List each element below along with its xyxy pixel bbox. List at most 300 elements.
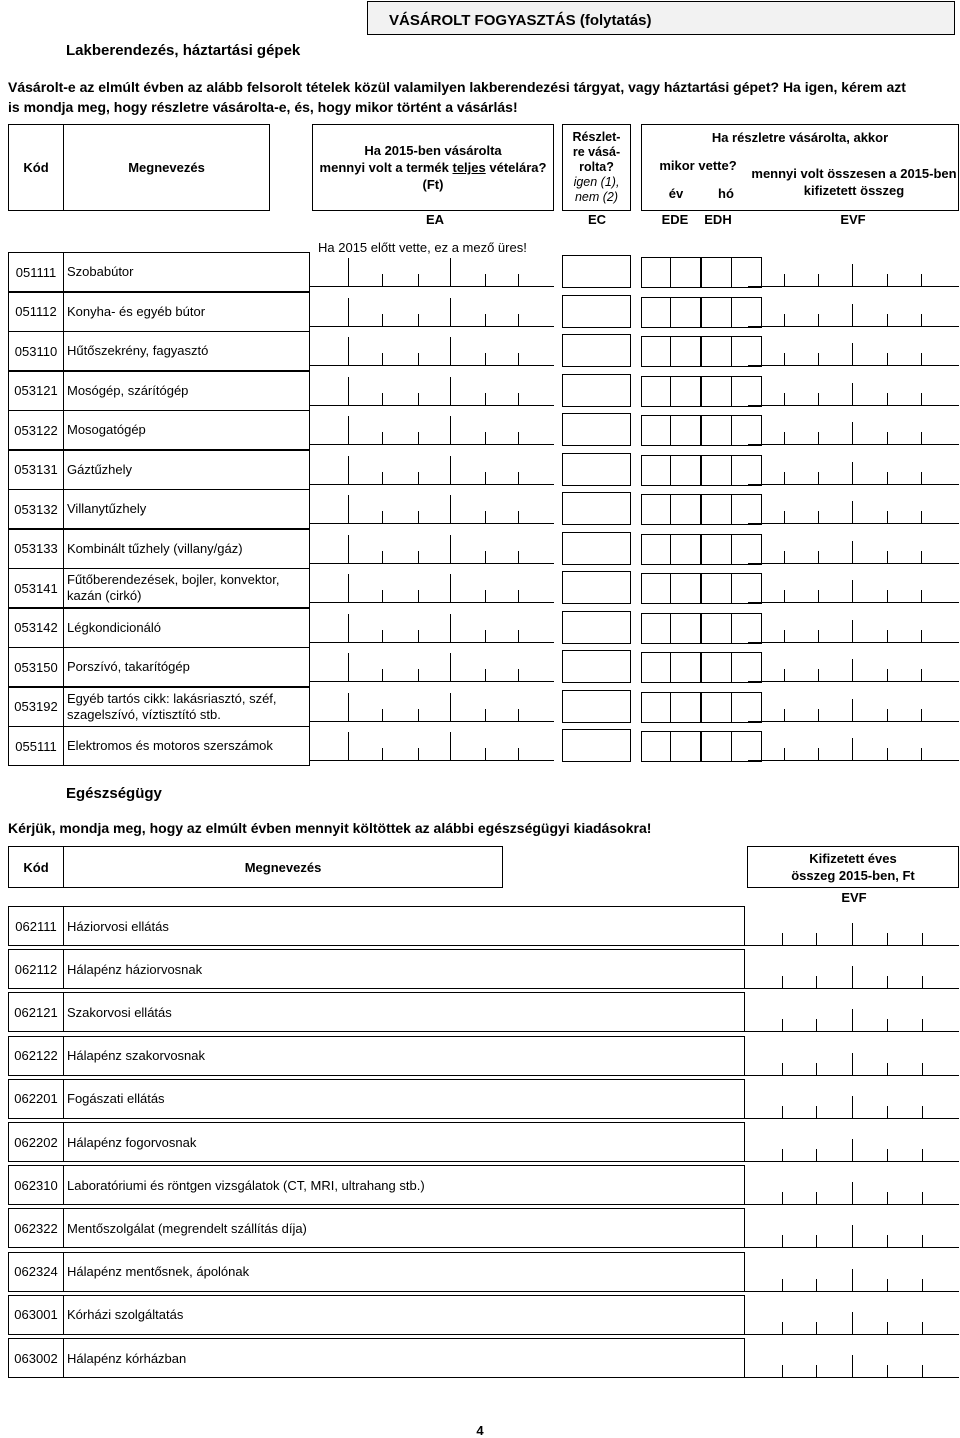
digit-separator [922, 1192, 923, 1204]
digit-separator [921, 353, 922, 365]
paid-amount-input[interactable] [748, 305, 959, 327]
row-name [63, 489, 310, 529]
row-name-line: Villanytűzhely [67, 501, 147, 516]
digit-separator [818, 590, 819, 602]
health-col-header-amount: Kifizetett éves összeg 2015-ben, Ft [747, 846, 959, 888]
digit-separator [887, 1149, 888, 1161]
row-name [63, 450, 310, 490]
digit-separator [816, 1235, 817, 1247]
col-header-reszlet: Részlet- re vásá- rolta? igen (1), nem (2) [562, 124, 631, 211]
year-input-2[interactable] [670, 573, 701, 604]
price-input[interactable] [310, 338, 554, 366]
year-input-1[interactable] [641, 257, 671, 288]
month-input-1[interactable] [701, 652, 732, 683]
digit-separator [852, 1009, 853, 1031]
price-input[interactable] [310, 536, 554, 564]
paid-amount-input[interactable] [748, 384, 959, 406]
digit-separator [852, 580, 853, 602]
row-name [63, 568, 310, 608]
digit-separator [485, 630, 486, 642]
digit-separator [922, 1235, 923, 1247]
row-code: 053150 [14, 659, 58, 675]
digit-separator [887, 1235, 888, 1247]
year-input-1[interactable] [641, 613, 671, 644]
year-input-2[interactable] [670, 652, 701, 683]
digit-separator [382, 669, 383, 681]
digit-separator [818, 669, 819, 681]
price-input[interactable] [310, 457, 554, 485]
digit-separator [852, 383, 853, 405]
year-input-2[interactable] [670, 297, 701, 328]
price-input[interactable] [310, 299, 554, 327]
digit-separator [852, 541, 853, 563]
digit-separator [922, 1365, 923, 1377]
row-name: Mentőszolgálat (megrendelt szállítás díja) [67, 1220, 307, 1236]
installment-input[interactable] [562, 611, 631, 644]
year-input-2[interactable] [670, 692, 701, 723]
year-input-1[interactable] [641, 573, 671, 604]
digit-separator [887, 669, 888, 681]
year-input-2[interactable] [670, 534, 701, 565]
digit-separator [818, 709, 819, 721]
installment-input[interactable] [562, 374, 631, 407]
digit-separator [818, 551, 819, 563]
digit-separator [450, 653, 451, 681]
section-title-health: Egészségügy [66, 785, 162, 802]
paid-amount-input[interactable] [748, 739, 959, 761]
row-name-line: Gáztűzhely [67, 461, 133, 477]
digit-separator [887, 551, 888, 563]
digit-separator [382, 630, 383, 642]
digit-separator [782, 1322, 783, 1334]
price-input[interactable] [310, 417, 554, 445]
row-name-line: Mosógép, szárítógép [67, 382, 189, 398]
digit-separator [887, 709, 888, 721]
digit-separator [348, 653, 349, 681]
digit-separator [921, 511, 922, 523]
code-ede: EDE [661, 212, 689, 227]
row-code: 051112 [15, 304, 57, 319]
digit-separator [816, 933, 817, 945]
digit-separator [818, 393, 819, 405]
digit-separator [922, 1019, 923, 1031]
year-input-1[interactable] [641, 376, 671, 407]
amount-input[interactable] [745, 1270, 959, 1292]
digit-separator [852, 966, 853, 988]
month-input-1[interactable] [701, 455, 732, 486]
year-input-1[interactable] [641, 534, 671, 565]
row-code: 053110 [14, 343, 58, 359]
code-edh: EDH [704, 212, 732, 227]
price-input[interactable] [310, 694, 554, 722]
digit-separator [816, 976, 817, 988]
row-name [63, 529, 310, 569]
month-input-1[interactable] [701, 415, 732, 446]
paid-amount-input[interactable] [748, 660, 959, 682]
digit-separator [887, 1365, 888, 1377]
digit-separator [382, 393, 383, 405]
row-code: 055111 [15, 738, 57, 754]
price-input[interactable] [310, 259, 554, 287]
row-name-line: szagelszívó, víztisztító stb. [67, 706, 221, 722]
row-code: 062324 [14, 1264, 58, 1280]
digit-separator [450, 377, 451, 405]
digit-separator [382, 709, 383, 721]
digit-separator [921, 274, 922, 286]
digit-separator [418, 748, 419, 760]
digit-separator [816, 1063, 817, 1075]
row-name: Laboratóriumi és röntgen vizsgálatok (CT, MRI, ultrahang stb.) [67, 1177, 425, 1193]
amount-input[interactable] [745, 1054, 959, 1076]
digit-separator [450, 693, 451, 721]
row-name [63, 410, 310, 450]
installment-input[interactable] [562, 295, 631, 328]
paid-amount-input[interactable] [748, 542, 959, 564]
row-code: 053131 [14, 462, 58, 477]
digit-separator [887, 1019, 888, 1031]
digit-separator [382, 314, 383, 326]
digit-separator [518, 748, 519, 760]
digit-separator [887, 314, 888, 326]
month-input-1[interactable] [701, 336, 732, 367]
col-header-group: Ha részletre vásárolta, akkor mikor vette? év hó mennyi volt összesen a 2015-ben kifizetett összeg [641, 124, 959, 211]
year-input-2[interactable] [670, 336, 701, 367]
digit-separator [485, 472, 486, 484]
row-name: Szakorvosi ellátás [67, 1004, 172, 1020]
month-input-1[interactable] [701, 692, 732, 723]
year-input-1[interactable] [641, 297, 671, 328]
paid-amount-input[interactable] [748, 265, 959, 287]
digit-separator [782, 1192, 783, 1204]
digit-separator [818, 472, 819, 484]
digit-separator [450, 614, 451, 642]
row-code: 063001 [14, 1307, 58, 1323]
digit-separator [852, 462, 853, 484]
digit-separator [518, 630, 519, 642]
digit-separator [784, 669, 785, 681]
row-name-line: Porszívó, takarítógép [67, 659, 190, 674]
digit-separator [518, 709, 519, 721]
price-input[interactable] [310, 733, 554, 761]
row-name [63, 371, 310, 411]
digit-separator [852, 1139, 853, 1161]
amount-input[interactable] [745, 1010, 959, 1032]
digit-separator [348, 377, 349, 405]
digit-separator [818, 353, 819, 365]
digit-separator [348, 337, 349, 365]
month-input-1[interactable] [701, 494, 732, 525]
digit-separator [921, 393, 922, 405]
amount-input[interactable] [745, 1356, 959, 1378]
row-name [63, 687, 310, 727]
paid-amount-input[interactable] [748, 581, 959, 603]
intro-line-2: is mondja meg, hogy részletre vásárolta-e, és, hogy mikor történt a vásárlás! [8, 99, 518, 115]
month-input-1[interactable] [701, 376, 732, 407]
digit-separator [485, 314, 486, 326]
paid-amount-input[interactable] [748, 423, 959, 445]
row-name [63, 608, 310, 648]
installment-input[interactable] [562, 255, 631, 288]
digit-separator [518, 669, 519, 681]
month-input-1[interactable] [701, 534, 732, 565]
row-code: 053122 [14, 422, 58, 438]
price-input[interactable] [310, 615, 554, 643]
digit-separator [921, 314, 922, 326]
digit-separator [450, 732, 451, 760]
paid-amount-input[interactable] [748, 700, 959, 722]
digit-separator [921, 630, 922, 642]
price-input[interactable] [310, 378, 554, 406]
digit-separator [418, 669, 419, 681]
row-name-line: Légkondicionáló [67, 619, 161, 635]
digit-separator [784, 432, 785, 444]
digit-separator [450, 337, 451, 365]
page-header-title: VÁSÁROLT FOGYASZTÁS (folytatás) [389, 12, 652, 29]
installment-input[interactable] [562, 453, 631, 486]
month-input-1[interactable] [701, 297, 732, 328]
digit-separator [887, 630, 888, 642]
year-input-1[interactable] [641, 415, 671, 446]
digit-separator [922, 1322, 923, 1334]
digit-separator [485, 669, 486, 681]
digit-separator [518, 551, 519, 563]
row-name [63, 292, 310, 332]
digit-separator [485, 511, 486, 523]
digit-separator [782, 1019, 783, 1031]
year-input-1[interactable] [641, 731, 671, 762]
col-header-kod: Kód [8, 124, 64, 211]
col-header-megnevezes: Megnevezés [63, 124, 270, 211]
amount-input[interactable] [745, 924, 959, 946]
digit-separator [485, 353, 486, 365]
health-col-header-kod: Kód [8, 846, 64, 888]
digit-separator [485, 590, 486, 602]
digit-separator [518, 432, 519, 444]
digit-separator [852, 699, 853, 721]
installment-input[interactable] [562, 571, 631, 604]
digit-separator [348, 732, 349, 760]
installment-input[interactable] [562, 334, 631, 367]
digit-separator [784, 748, 785, 760]
digit-separator [782, 976, 783, 988]
row-code: 053192 [14, 699, 58, 714]
digit-separator [818, 274, 819, 286]
digit-separator [782, 1235, 783, 1247]
digit-separator [348, 298, 349, 326]
digit-separator [887, 590, 888, 602]
amount-input[interactable] [745, 1140, 959, 1162]
digit-separator [784, 353, 785, 365]
row-code: 062121 [14, 1004, 58, 1020]
amount-input[interactable] [745, 1183, 959, 1205]
month-input-1[interactable] [701, 573, 732, 604]
digit-separator [852, 304, 853, 326]
digit-separator [921, 709, 922, 721]
intro-line-1: Vásárolt-e az elmúlt évben az alább felsorolt tételek közül valamilyen lakberendezési tárgyat, vagy háztartási gépet? Ha igen, kérem azt [8, 79, 906, 95]
digit-separator [887, 976, 888, 988]
installment-input[interactable] [562, 532, 631, 565]
digit-separator [852, 1355, 853, 1377]
digit-separator [382, 432, 383, 444]
digit-separator [418, 274, 419, 286]
month-input-1[interactable] [701, 257, 732, 288]
digit-separator [784, 630, 785, 642]
row-code: 062122 [14, 1048, 58, 1064]
month-input-1[interactable] [701, 731, 732, 762]
year-input-1[interactable] [641, 336, 671, 367]
row-code: 062322 [14, 1220, 58, 1236]
code-ea: EA [425, 212, 445, 227]
digit-separator [852, 659, 853, 681]
digit-separator [450, 416, 451, 444]
paid-amount-input[interactable] [748, 621, 959, 643]
year-input-2[interactable] [670, 613, 701, 644]
digit-separator [382, 748, 383, 760]
digit-separator [818, 314, 819, 326]
digit-separator [887, 432, 888, 444]
digit-separator [450, 574, 451, 602]
digit-separator [348, 258, 349, 286]
amount-input[interactable] [745, 1313, 959, 1335]
digit-separator [485, 748, 486, 760]
amount-input[interactable] [745, 967, 959, 989]
row-code: 053141 [14, 580, 58, 596]
digit-separator [418, 511, 419, 523]
digit-separator [382, 353, 383, 365]
digit-separator [518, 393, 519, 405]
digit-separator [887, 511, 888, 523]
digit-separator [816, 1106, 817, 1118]
digit-separator [887, 748, 888, 760]
digit-separator [782, 1106, 783, 1118]
installment-input[interactable] [562, 690, 631, 723]
year-input-1[interactable] [641, 494, 671, 525]
row-code: 062310 [14, 1177, 58, 1193]
digit-separator [922, 1279, 923, 1291]
year-input-1[interactable] [641, 455, 671, 486]
digit-separator [887, 1279, 888, 1291]
digit-separator [922, 976, 923, 988]
digit-separator [418, 472, 419, 484]
year-input-2[interactable] [670, 494, 701, 525]
price-input[interactable] [310, 575, 554, 603]
digit-separator [450, 258, 451, 286]
digit-separator [852, 1312, 853, 1334]
digit-separator [382, 551, 383, 563]
digit-separator [887, 1322, 888, 1334]
health-code-evf: EVF [841, 890, 867, 905]
row-code: 062202 [14, 1134, 58, 1150]
price-input[interactable] [310, 496, 554, 524]
digit-separator [887, 353, 888, 365]
digit-separator [485, 393, 486, 405]
digit-separator [921, 432, 922, 444]
digit-separator [348, 614, 349, 642]
digit-separator [852, 1053, 853, 1075]
digit-separator [418, 393, 419, 405]
digit-separator [922, 933, 923, 945]
digit-separator [816, 1322, 817, 1334]
row-name: Hálapénz mentősnek, ápolónak [67, 1264, 250, 1280]
digit-separator [922, 1063, 923, 1075]
digit-separator [816, 1019, 817, 1031]
row-name [63, 252, 310, 292]
digit-separator [852, 343, 853, 365]
digit-separator [784, 314, 785, 326]
digit-separator [518, 353, 519, 365]
year-input-1[interactable] [641, 692, 671, 723]
paid-amount-input[interactable] [748, 502, 959, 524]
row-code: 051111 [15, 264, 57, 280]
row-code: 063002 [14, 1350, 58, 1366]
year-input-2[interactable] [670, 731, 701, 762]
digit-separator [450, 456, 451, 484]
row-name: Hálapénz szakorvosnak [67, 1048, 206, 1064]
digit-separator [485, 274, 486, 286]
row-code: 062201 [14, 1091, 58, 1107]
digit-separator [485, 432, 486, 444]
digit-separator [784, 472, 785, 484]
year-input-2[interactable] [670, 376, 701, 407]
month-input-1[interactable] [701, 613, 732, 644]
digit-separator [852, 923, 853, 945]
installment-input[interactable] [562, 413, 631, 446]
row-name: Hálapénz háziorvosnak [67, 961, 203, 977]
installment-input[interactable] [562, 729, 631, 762]
year-input-2[interactable] [670, 415, 701, 446]
digit-separator [782, 1063, 783, 1075]
section-intro-furniture [8, 77, 958, 117]
digit-separator [852, 1096, 853, 1118]
digit-separator [784, 511, 785, 523]
digit-separator [418, 630, 419, 642]
price-input[interactable] [310, 654, 554, 682]
page-header [367, 1, 955, 35]
code-evf: EVF [840, 212, 866, 227]
digit-separator [782, 1149, 783, 1161]
digit-separator [922, 1106, 923, 1118]
digit-separator [852, 501, 853, 523]
digit-separator [818, 630, 819, 642]
digit-separator [418, 551, 419, 563]
digit-separator [518, 314, 519, 326]
page-number: 4 [476, 1423, 484, 1438]
digit-separator [887, 1063, 888, 1075]
digit-separator [921, 472, 922, 484]
paid-amount-input[interactable] [748, 463, 959, 485]
note-empty-field: Ha 2015 előtt vette, ez a mező üres! [318, 240, 527, 255]
amount-input[interactable] [745, 1097, 959, 1119]
installment-input[interactable] [562, 650, 631, 683]
digit-separator [450, 298, 451, 326]
digit-separator [887, 393, 888, 405]
year-input-1[interactable] [641, 652, 671, 683]
amount-input[interactable] [745, 1226, 959, 1248]
row-name: Háziorvosi ellátás [67, 918, 169, 934]
digit-separator [816, 1192, 817, 1204]
year-input-2[interactable] [670, 257, 701, 288]
installment-input[interactable] [562, 492, 631, 525]
digit-separator [382, 511, 383, 523]
row-name-line: Kombinált tűzhely (villany/gáz) [67, 540, 243, 556]
row-code: 062112 [14, 961, 58, 977]
paid-amount-input[interactable] [748, 344, 959, 366]
year-input-2[interactable] [670, 455, 701, 486]
row-name [63, 726, 310, 766]
col-header-price: Ha 2015-ben vásárolta mennyi volt a termék teljes vételára? (Ft) [312, 124, 554, 211]
row-name-line: Hűtőszekrény, fagyasztó [67, 343, 209, 358]
digit-separator [922, 1149, 923, 1161]
